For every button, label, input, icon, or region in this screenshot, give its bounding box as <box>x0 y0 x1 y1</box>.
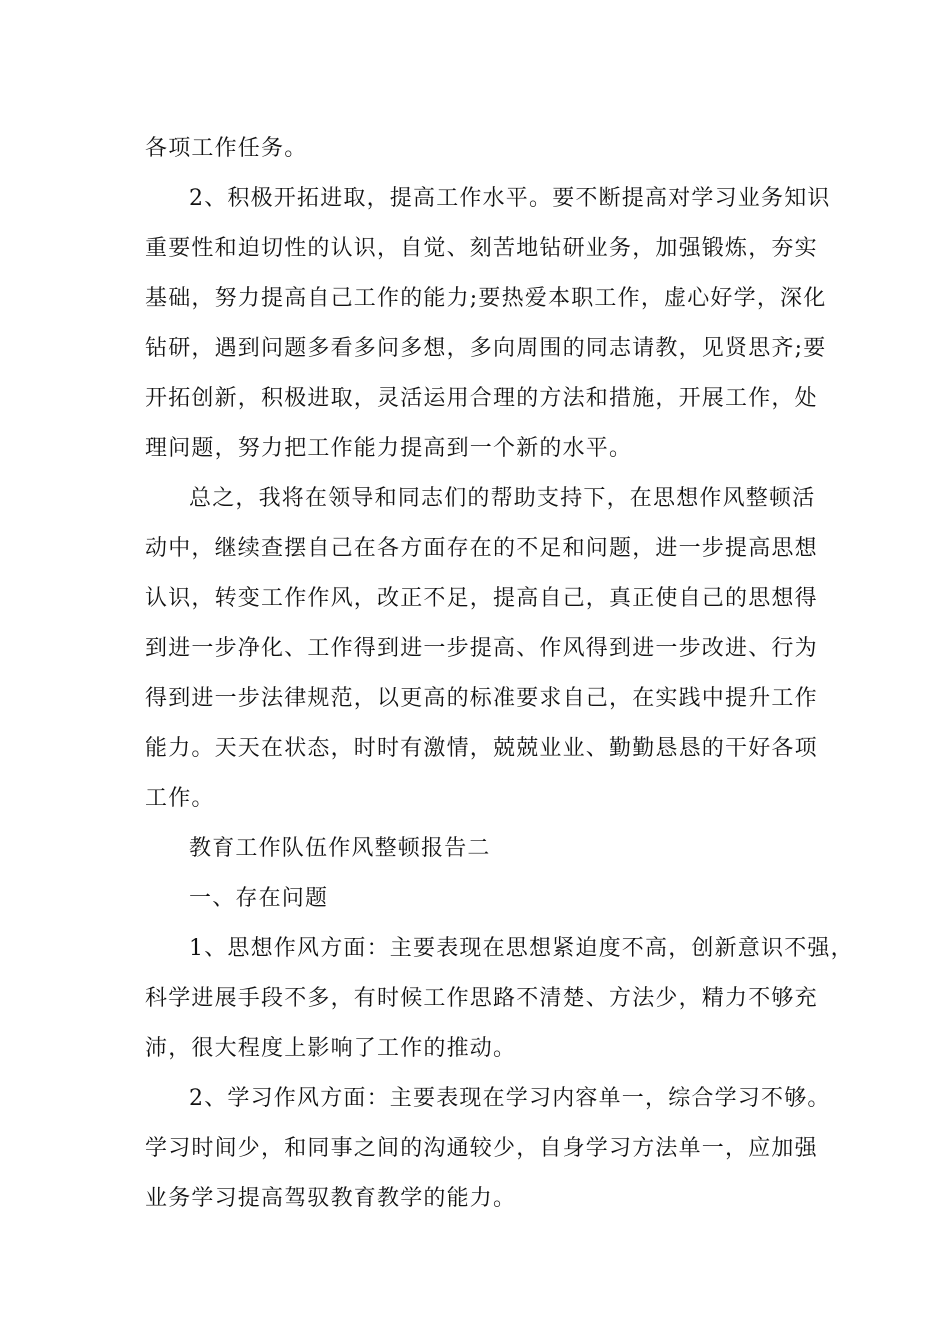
paragraph-line: 认识，转变工作作风，改正不足，提高自己，真正使自己的思想得 <box>145 586 818 611</box>
paragraph-line: 钻研，遇到问题多看多问多想，多向周围的同志请教，见贤思齐;要 <box>145 336 827 361</box>
paragraph-line: 总之，我将在领导和同志们的帮助支持下，在思想作风整顿活 <box>189 486 816 511</box>
section-title: 教育工作队伍作风整顿报告二 <box>189 836 491 861</box>
paragraph-line: 重要性和迫切性的认识，自觉、刻苦地钻研业务，加强锻炼，夯实 <box>145 236 818 261</box>
paragraph-line: 学习时间少，和同事之间的沟通较少，自身学习方法单一，应加强 <box>145 1136 818 1161</box>
paragraph-line: 2、积极开拓进取，提高工作水平。要不断提高对学习业务知识 <box>189 186 831 211</box>
paragraph-line: 理问题，努力把工作能力提高到一个新的水平。 <box>145 436 633 461</box>
section-heading: 一、存在问题 <box>189 886 329 911</box>
paragraph-line: 到进一步净化、工作得到进一步提高、作风得到进一步改进、行为 <box>145 636 818 661</box>
paragraph-line: 工作。 <box>145 786 215 811</box>
paragraph-line: 基础，努力提高自己工作的能力;要热爱本职工作，虚心好学，深化 <box>145 286 827 311</box>
paragraph-line: 得到进一步法律规范，以更高的标准要求自己，在实践中提升工作 <box>145 686 818 711</box>
paragraph-line: 动中，继续查摆自己在各方面存在的不足和问题，进一步提高思想 <box>145 536 818 561</box>
paragraph-line: 沛，很大程度上影响了工作的推动。 <box>145 1036 517 1061</box>
paragraph-line: 业务学习提高驾驭教育教学的能力。 <box>145 1186 517 1211</box>
paragraph-line: 1、思想作风方面：主要表现在思想紧迫度不高，创新意识不强， <box>189 936 854 961</box>
paragraph-line: 开拓创新，积极进取，灵活运用合理的方法和措施，开展工作，处 <box>145 386 818 411</box>
paragraph-line: 科学进展手段不多，有时候工作思路不清楚、方法少，精力不够充 <box>145 986 818 1011</box>
paragraph-line: 2、学习作风方面：主要表现在学习内容单一，综合学习不够。 <box>189 1086 831 1111</box>
paragraph-line: 各项工作任务。 <box>145 136 308 161</box>
paragraph-line: 能力。天天在状态，时时有激情，兢兢业业、勤勤恳恳的干好各项 <box>145 736 818 761</box>
